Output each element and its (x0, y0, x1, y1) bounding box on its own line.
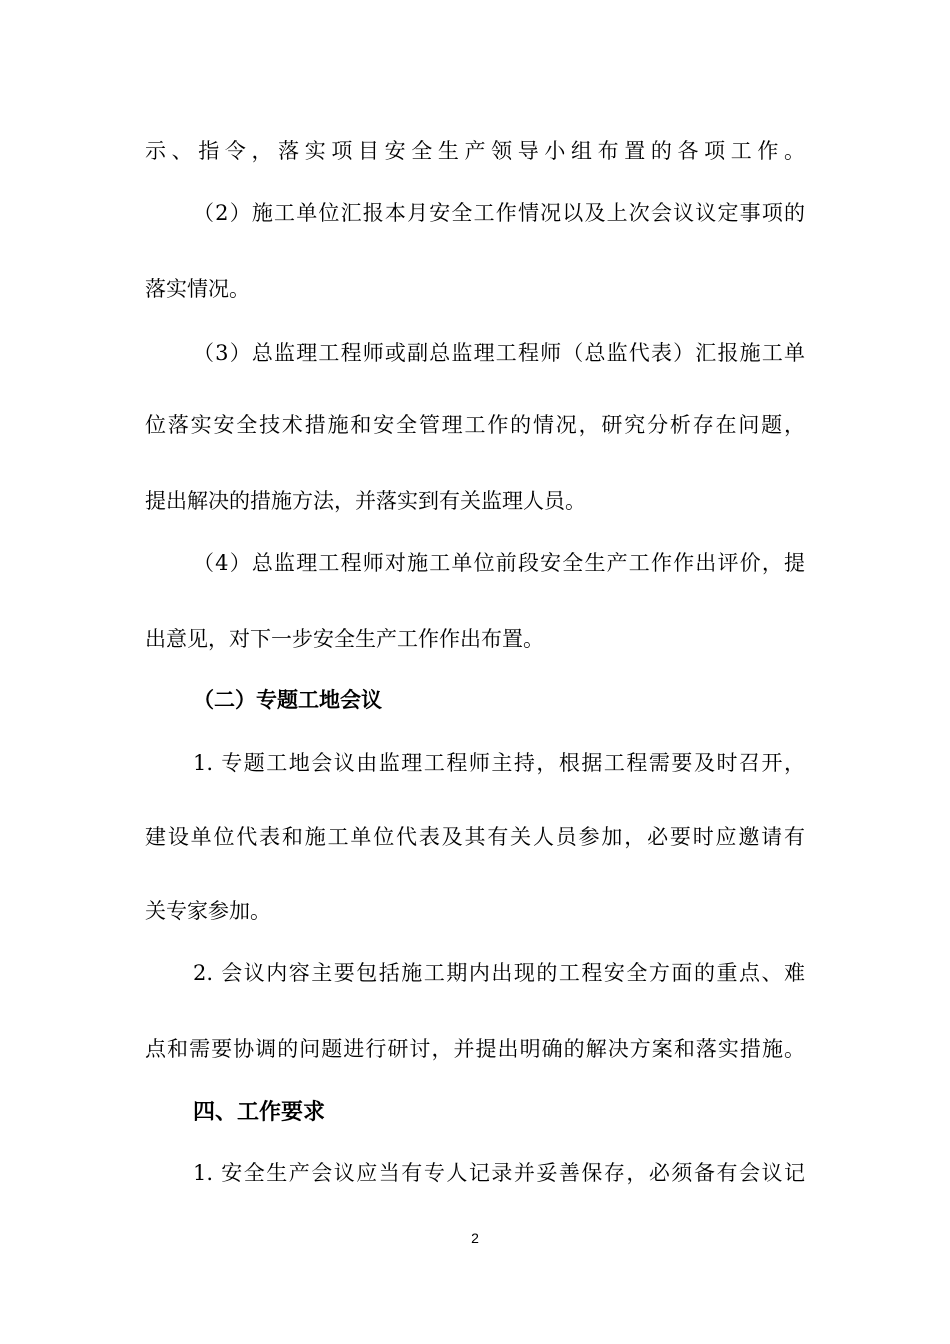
paragraph-line: 落实情况。 (145, 277, 250, 301)
paragraph-line: 位落实安全技术措施和安全管理工作的情况，研究分析存在问题， (145, 413, 805, 437)
paragraph-line: 建设单位代表和施工单位代表及其有关人员参加，必要时应邀请有 (145, 825, 805, 849)
paragraph-line: 提出解决的措施方法，并落实到有关监理人员。 (145, 489, 586, 513)
paragraph-line: 1. 安全生产会议应当有专人记录并妥善保存，必须备有会议记 (193, 1161, 805, 1185)
section-heading: （二）专题工地会议 (193, 688, 382, 712)
page-number: 2 (471, 1230, 479, 1246)
paragraph-line: 示、指令，落实项目安全生产领导小组布置的各项工作。 (145, 139, 805, 163)
paragraph-line: 1. 专题工地会议由监理工程师主持，根据工程需要及时召开， (193, 751, 805, 775)
paragraph-line: 关专家参加。 (145, 899, 271, 923)
chapter-heading: 四、工作要求 (193, 1100, 326, 1125)
paragraph-line: （3）总监理工程师或副总监理工程师（总监代表）汇报施工单 (193, 341, 805, 365)
paragraph-line: 2. 会议内容主要包括施工期内出现的工程安全方面的重点、难 (193, 961, 805, 985)
paragraph-line: （4）总监理工程师对施工单位前段安全生产工作作出评价，提 (193, 551, 805, 575)
paragraph-line: （2）施工单位汇报本月安全工作情况以及上次会议议定事项的 (193, 201, 805, 225)
paragraph-line: 点和需要协调的问题进行研讨，并提出明确的解决方案和落实措施。 (145, 1037, 805, 1061)
paragraph-line: 出意见，对下一步安全生产工作作出布置。 (145, 627, 544, 651)
